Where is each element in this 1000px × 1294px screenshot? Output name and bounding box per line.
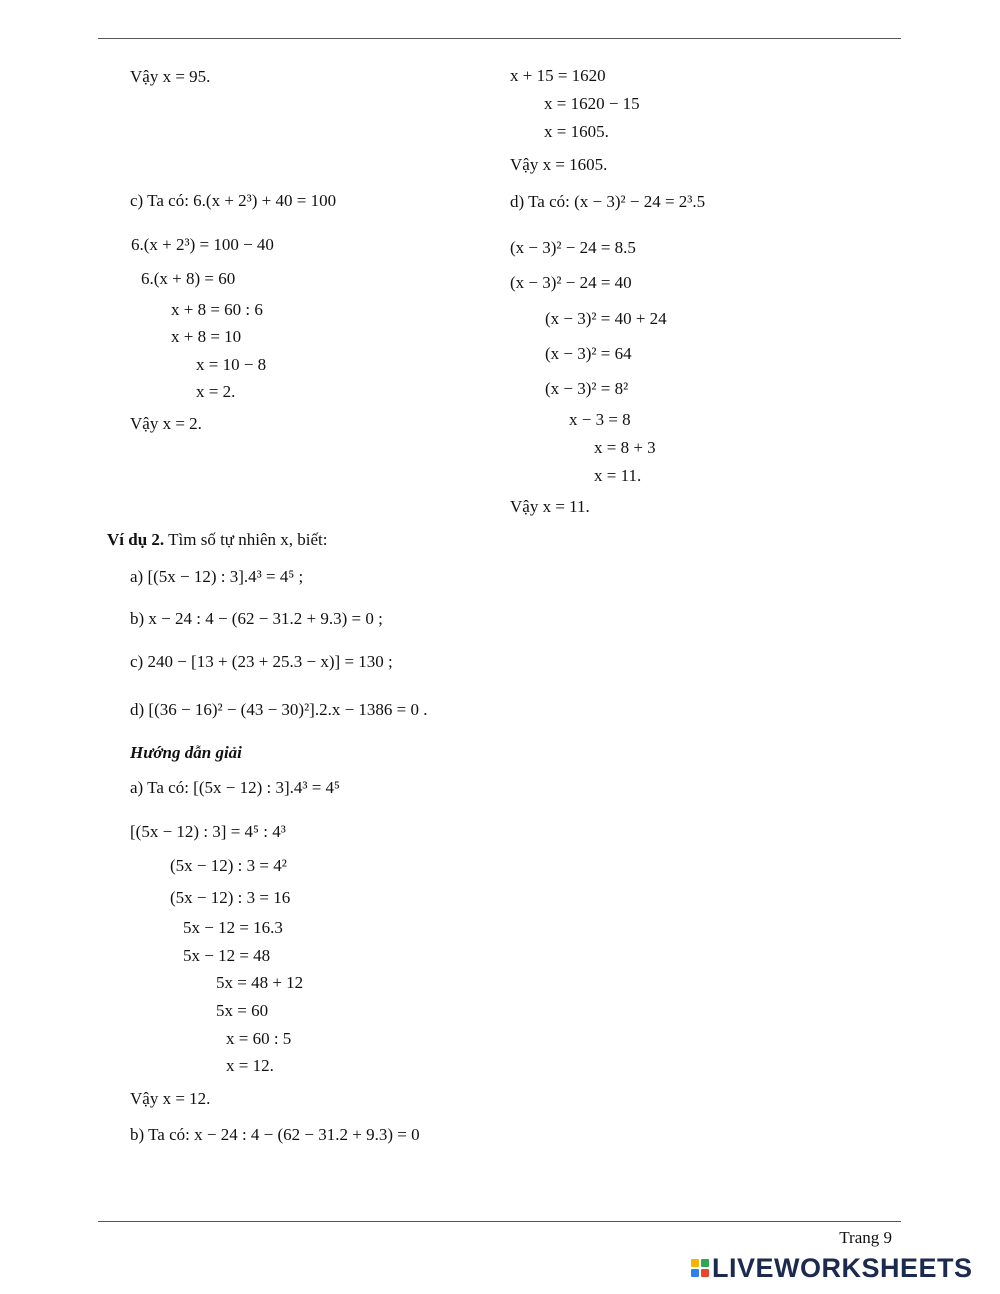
right-b-step: x = 1620 − 15 xyxy=(544,94,640,113)
right-d-step: (x − 3)² = 64 xyxy=(545,344,632,363)
solution-a-step: [(5x − 12) : 3] = 4⁵ : 4³ xyxy=(130,822,286,841)
logo-square-icon xyxy=(691,1269,699,1277)
solution-a-header: a) Ta có: [(5x − 12) : 3].4³ = 4⁵ xyxy=(130,778,340,797)
right-conclusion-d: Vậy x = 11. xyxy=(510,497,590,516)
liveworksheets-logo xyxy=(691,1253,973,1283)
solution-a-step: 5x = 48 + 12 xyxy=(216,973,304,992)
solution-a-conclusion: Vậy x = 12. xyxy=(130,1089,211,1108)
right-d-step: (x − 3)² = 8² xyxy=(545,379,629,398)
solution-a-step: (5x − 12) : 3 = 4² xyxy=(170,856,287,875)
logo-square-icon xyxy=(701,1269,709,1277)
guide-title: Hướng dẫn giải xyxy=(130,743,242,762)
example2-title-label: Ví dụ 2. xyxy=(107,530,165,549)
left-c-step: x + 8 = 60 : 6 xyxy=(171,300,263,319)
left-c-step: 6.(x + 2³) = 100 − 40 xyxy=(131,235,274,254)
solution-a-step: 5x − 12 = 48 xyxy=(183,946,271,965)
left-conclusion-c: Vậy x = 2. xyxy=(130,414,202,433)
right-b-step: x + 15 = 1620 xyxy=(510,66,606,85)
right-d-header: d) Ta có: (x − 3)² − 24 = 2³.5 xyxy=(510,192,706,211)
example2-title-text: Tìm số tự nhiên x, biết: xyxy=(168,530,328,549)
bottom-divider xyxy=(98,1221,901,1222)
solution-a-step: 5x = 60 xyxy=(216,1001,269,1020)
solution-a-step: (5x − 12) : 3 = 16 xyxy=(170,888,291,907)
top-divider xyxy=(98,38,901,39)
page-number: Trang 9 xyxy=(839,1228,892,1247)
left-c-step: x = 2. xyxy=(196,382,236,401)
right-d-step: x − 3 = 8 xyxy=(569,410,631,429)
problem-c: c) 240 − [13 + (23 + 25.3 − x)] = 130 ; xyxy=(130,652,393,671)
logo-square-icon xyxy=(691,1259,699,1267)
liveworksheets-icon xyxy=(691,1259,709,1277)
example2-title xyxy=(107,529,328,551)
right-conclusion-b: Vậy x = 1605. xyxy=(510,155,608,174)
logo-square-icon xyxy=(701,1259,709,1267)
problem-d: d) [(36 − 16)² − (43 − 30)²].2.x − 1386 = 0 . xyxy=(130,700,428,719)
solution-a-step: x = 12. xyxy=(226,1056,274,1075)
right-d-step: x = 11. xyxy=(594,466,642,485)
right-d-step: (x − 3)² = 40 + 24 xyxy=(545,309,667,328)
left-conclusion-b: Vậy x = 95. xyxy=(130,67,211,86)
problem-b: b) x − 24 : 4 − (62 − 31.2 + 9.3) = 0 ; xyxy=(130,609,383,628)
problem-a: a) [(5x − 12) : 3].4³ = 4⁵ ; xyxy=(130,567,304,586)
right-d-step: (x − 3)² − 24 = 8.5 xyxy=(510,238,636,257)
solution-a-step: x = 60 : 5 xyxy=(226,1029,292,1048)
left-c-step: x = 10 − 8 xyxy=(196,355,267,374)
right-d-step: x = 8 + 3 xyxy=(594,438,656,457)
right-d-step: (x − 3)² − 24 = 40 xyxy=(510,273,632,292)
left-c-header: c) Ta có: 6.(x + 2³) + 40 = 100 xyxy=(130,191,337,210)
solution-a-step: 5x − 12 = 16.3 xyxy=(183,918,283,937)
brand-name: LIVEWORKSHEETS xyxy=(712,1252,973,1283)
solution-b-header: b) Ta có: x − 24 : 4 − (62 − 31.2 + 9.3) = 0 xyxy=(130,1125,420,1144)
right-b-step: x = 1605. xyxy=(544,122,609,141)
left-c-step: 6.(x + 8) = 60 xyxy=(141,269,236,288)
left-c-step: x + 8 = 10 xyxy=(171,327,242,346)
